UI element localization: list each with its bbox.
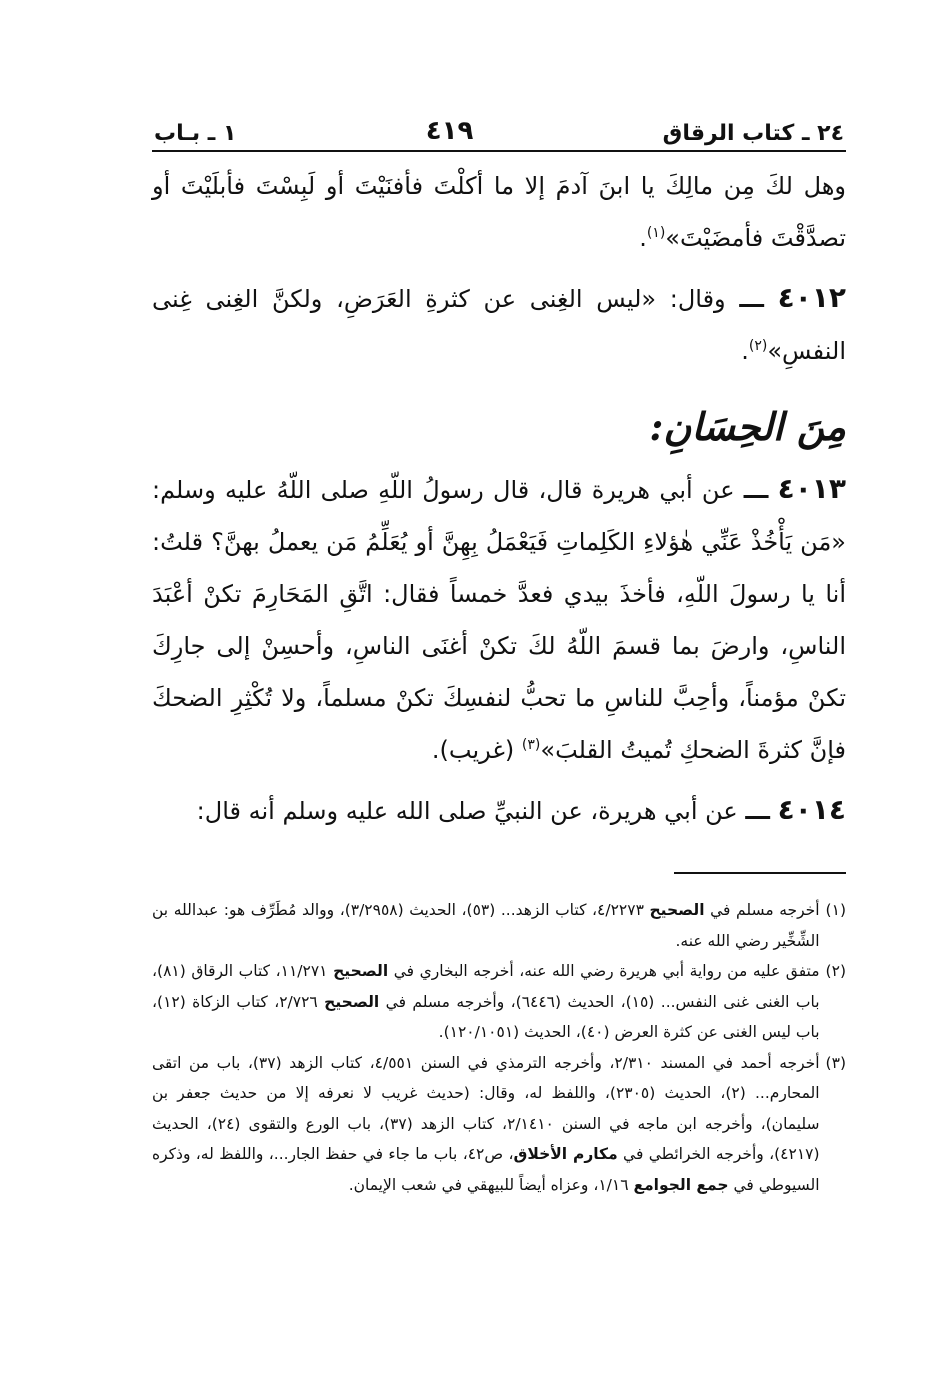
footnote-bold-title: الصحيح (649, 901, 705, 919)
hadith-number: ٤٠١٢ (777, 281, 846, 314)
book-title: ٢٤ ـ كتاب الرقاق (662, 121, 844, 146)
footnote-ref-3[interactable]: (٣) (521, 737, 541, 753)
footnote-bold-title: الصحيح (333, 962, 389, 980)
footnote-separator (674, 872, 846, 874)
footnote-segment: أخرجه أحمد في المسند ٢/٣١٠، وأخرجه الترمذي في السنن ٤/٥٥١، كتاب الزهد (٣٧)، باب من اتقى المحارم... (٢)، الحديث (٢٣٠٥)، واللفظ له، وقال: (حديث غريب لا نعرفه إلا من حديث جعفر بن سليمان)، وأخرجه ابن ماجه في السنن ٢/١٤١٠، كتاب الزهد (٣٧)، باب الورع والتقوى (٢٤)، الحديث (٤٢١٧)، وأخرجه الخرائطي في (152, 1053, 820, 1163)
hadith-4014 (152, 784, 846, 837)
footnote-mark: (٣) (825, 1053, 846, 1072)
continuation-paragraph (152, 160, 846, 264)
footnote-segment: ٢/٧٢٦، كتاب الزكاة (١٢)، باب ليس الغنى عن كثرة العرض (٤٠)، الحديث (١٢٠/١٠٥١). (152, 992, 820, 1041)
footnote-segment: ، ص٤٢، باب ما جاء في حفظ الجار...، واللفظ له، وذكره السيوطي في (152, 1145, 820, 1194)
footnote-segment: ٤/٢٢٧٣، كتاب الزهد... (٥٣)، الحديث (٣/٢٩٥٨)، ووالد مُطَرِّف هو: عبدالله بن الشِّخِّير رضي الله عنه. (152, 901, 820, 950)
footnote-text (152, 956, 820, 1048)
footnote-1 (152, 895, 846, 956)
hadith-dash: ـــ (745, 797, 770, 825)
footnote-ref-1[interactable]: (١) (646, 225, 666, 241)
footnotes (152, 895, 846, 1200)
footnote-bold-title: جمع الجوامع (633, 1175, 729, 1194)
hadith-end: . (741, 337, 749, 365)
footnote-mark: (٢) (825, 962, 846, 980)
footnote-bold-title: الصحيح (324, 992, 380, 1011)
footnote-segment: ١/١٦، وعزاه أيضاً للبيهقي في شعب الإيمان. (348, 1175, 634, 1194)
footnote-ref-2[interactable]: (٢) (748, 338, 768, 354)
footnote-text (152, 1048, 820, 1201)
hadith-4012 (152, 272, 846, 377)
hadith-dash: ـــ (739, 285, 764, 313)
hadith-grade: (غريب). (431, 736, 522, 764)
continuation-end: . (639, 224, 647, 252)
footnote-mark: (١) (825, 901, 846, 919)
running-header (152, 102, 846, 152)
footnote-segment: متفق عليه من رواية أبي هريرة رضي الله عنه، أخرجه البخاري في (388, 962, 820, 980)
hadith-number: ٤٠١٤ (777, 793, 846, 826)
hadith-number: ٤٠١٣ (777, 472, 846, 505)
hadith-text: عن أبي هريرة قال، قال رسولُ اللّهِ صلى اللّهُ عليه وسلم: «مَن يَأْخُذْ عَنِّي هٰؤلاءِ الكَلِماتِ فَيَعْمَلُ بِهِنَّ أو يُعَلِّمُ مَن يعملُ بهنَّ؟ قلتُ: أنا يا رسولَ اللّهِ، فأخذَ بيدي فعدَّ خمساً فقال: اتَّقِ المَحَارِمَ تكنْ أعْبَدَ الناسِ، وارضَ بما قسمَ اللّهُ لكَ تكنْ أغنَى الناسِ، وأحسِنْ إلى جارِكَ تكنْ مؤمناً، وأحِبَّ للناسِ ما تحبُّ لنفسِكَ تكنْ مسلماً، ولا تُكْثِرِ الضحكَ فإنَّ كثرةَ الضحكِ تُميتُ القلبَ» (152, 476, 846, 764)
hadith-text: عن أبي هريرة، عن النبيِّ صلى الله عليه وسلم أنه قال: (196, 797, 738, 825)
hadith-text: وقال: «ليس الغِنى عن كثرةِ العَرَضِ، ولكنَّ الغِنى غِنى النفسِ» (152, 285, 846, 365)
footnote-3 (152, 1048, 846, 1201)
main-text (152, 160, 846, 837)
footnote-bold-title: مكارم الأخلاق (513, 1145, 618, 1163)
hadith-dash: ـــ (743, 476, 769, 504)
footnote-segment: أخرجه مسلم في (704, 901, 820, 919)
section-heading: مِنَ الحِسَانِ: (649, 404, 846, 449)
footnote-text (152, 895, 820, 956)
chapter-title: ١ ـ بـاب (154, 121, 237, 146)
footnote-segment: ١١/٢٧١، كتاب الرقاق (٨١)، باب الغنى غنى النفس... (١٥)، الحديث (٦٤٤٦)، وأخرجه مسلم في (152, 962, 820, 1011)
hadith-4013 (152, 463, 846, 776)
continuation-text: وهل لكَ مِن مالِكَ يا ابنَ آدمَ إلا ما أكلْتَ فأفنَيْتَ أو لَبِسْتَ فأبلَيْتَ أو تصدَّقْتَ فأمضَيْتَ» (152, 172, 846, 252)
page-number: ٤١٩ (425, 116, 474, 146)
footnote-2 (152, 956, 846, 1048)
